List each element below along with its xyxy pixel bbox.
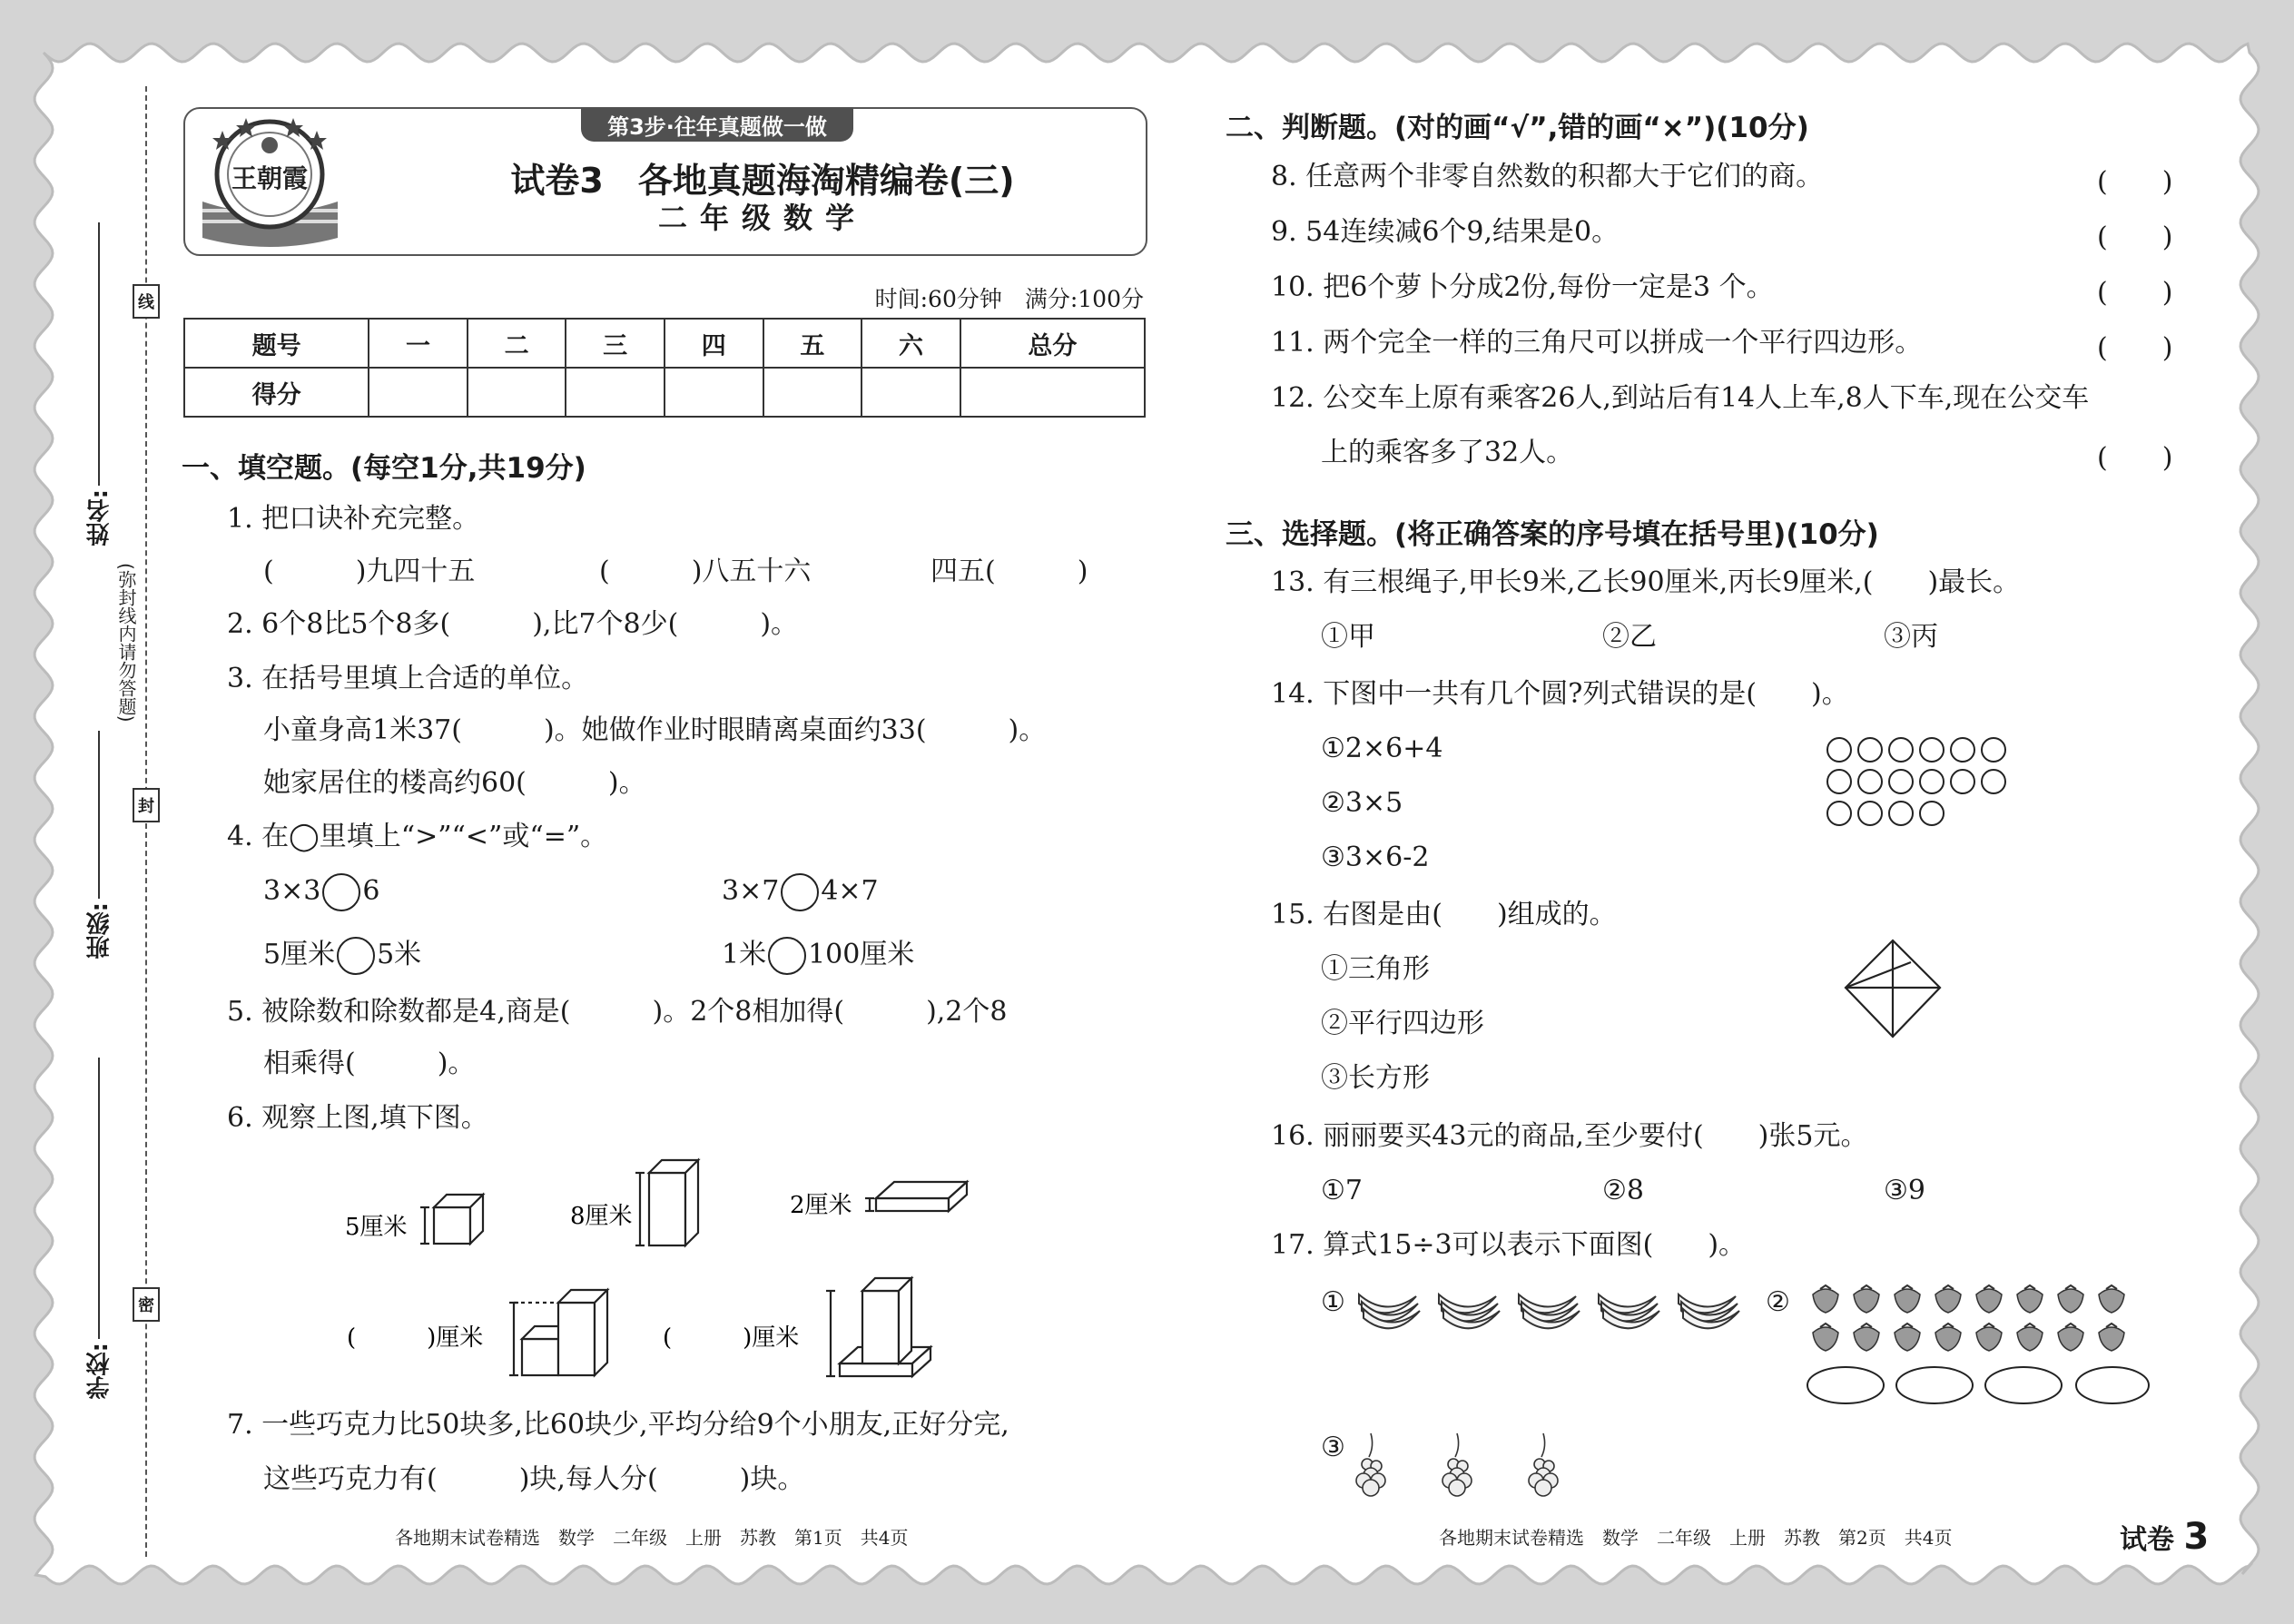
section2-title: 二、判断题。(对的画“√”,错的画“×”)(10分) <box>1226 112 1809 144</box>
q4-text: 4. 在◯里填上“>”“<”或“=”。 <box>227 821 608 852</box>
q6-text: 6. 观察上图,填下图。 <box>227 1102 488 1134</box>
score-table <box>183 318 1146 418</box>
q4-b <box>722 873 879 911</box>
q8-answer[interactable]: ( ) <box>2097 166 2173 198</box>
seal-mark-feng: 封 <box>133 788 160 822</box>
q15-option-3[interactable]: ③长方形 <box>1321 1062 1430 1094</box>
publisher-logo <box>195 111 345 247</box>
q11-text: 11. 两个完全一样的三角尺可以拼成一个平行四边形。 <box>1271 327 1923 359</box>
q14-option-2[interactable]: ②3×5 <box>1321 787 1403 819</box>
seal-note: (弥封线内请勿答题) <box>115 563 137 723</box>
q17-text[interactable]: 17. 算式15÷3可以表示下面图( )。 <box>1271 1229 1747 1261</box>
q4-d <box>722 937 914 975</box>
q16-text[interactable]: 16. 丽丽要买43元的商品,至少要付( )张5元。 <box>1271 1120 1868 1152</box>
compare-circle[interactable] <box>781 873 819 911</box>
score-cell[interactable] <box>960 368 1145 417</box>
q10-text: 10. 把6个萝卜分成2份,每份一定是3 个。 <box>1271 271 1774 303</box>
q4-c <box>263 937 421 975</box>
q9-answer[interactable]: ( ) <box>2097 221 2173 253</box>
paper-label: 试卷 <box>2120 1524 2174 1556</box>
q12-text: 12. 公交车上原有乘客26人,到站后有14人上车,8人下车,现在公交车 <box>1271 382 2090 414</box>
q6-label-5cm: 5厘米 <box>345 1214 408 1241</box>
score-header-cell: 一 <box>369 319 468 368</box>
q1-text: 1. 把口诀补充完整。 <box>227 503 480 535</box>
q15-option-1[interactable]: ①三角形 <box>1321 953 1430 985</box>
class-field[interactable]: 班级: <box>84 731 114 959</box>
q4-b-right: 4×7 <box>821 875 879 907</box>
section1-title: 一、填空题。(每空1分,共19分) <box>182 452 586 485</box>
q7-line1: 7. 一些巧克力比50块多,比60块少,平均分给9个小朋友,正好分完, <box>227 1409 1009 1441</box>
score-row-label: 得分 <box>184 368 369 417</box>
score-header-cell: 五 <box>763 319 862 368</box>
q4-d-right: 100厘米 <box>808 939 915 970</box>
school-field[interactable]: 学校: <box>84 1058 114 1399</box>
score-cell[interactable] <box>763 368 862 417</box>
compare-circle[interactable] <box>337 937 375 975</box>
score-table-header-row <box>184 319 1145 368</box>
q12-answer[interactable]: ( ) <box>2097 442 2173 474</box>
score-header-cell: 六 <box>861 319 960 368</box>
name-field[interactable]: 姓名: <box>84 222 114 546</box>
q17-banana-figure <box>1354 1278 1745 1333</box>
footer-right: 各地期末试卷精选 数学 二年级 上册 苏教 第2页 共4页 <box>1439 1527 1953 1549</box>
q12-text-line2: 上的乘客多了32人。 <box>1321 437 1574 468</box>
paper-number: 3 <box>2183 1516 2210 1558</box>
q1-a[interactable]: ( )九四十五 <box>263 556 476 587</box>
score-header-cell: 总分 <box>960 319 1145 368</box>
q15-text[interactable]: 15. 右图是由( )组成的。 <box>1271 899 1617 930</box>
q5-line1[interactable]: 5. 被除数和除数都是4,商是( )。2个8相加得( ),2个8 <box>227 996 1008 1028</box>
q3-line2[interactable]: 她家居住的楼高约60( )。 <box>263 767 646 799</box>
q1-b[interactable]: ( )八五十六 <box>599 556 812 587</box>
q14-option-3[interactable]: ③3×6-2 <box>1321 842 1430 873</box>
q6-blank-1[interactable]: ( )厘米 <box>347 1324 484 1352</box>
q17-option-2[interactable]: ② <box>1766 1286 1790 1318</box>
q8-text: 8. 任意两个非零自然数的积都大于它们的商。 <box>1271 161 1824 192</box>
score-cell[interactable] <box>468 368 566 417</box>
q16-option-1[interactable]: ①7 <box>1321 1175 1363 1206</box>
q3-text: 3. 在括号里填上合适的单位。 <box>227 663 589 694</box>
q17-grape-figure <box>1353 1430 1607 1502</box>
q14-circles-figure <box>1825 733 2020 833</box>
score-header-cell: 题号 <box>184 319 369 368</box>
q11-answer[interactable]: ( ) <box>2097 332 2173 364</box>
q4-a <box>263 873 379 911</box>
q4-a-right: 6 <box>362 875 380 907</box>
compare-circle[interactable] <box>768 937 806 975</box>
score-header-cell: 四 <box>665 319 763 368</box>
section3-title: 三、选择题。(将正确答案的序号填在括号里)(10分) <box>1226 518 1879 551</box>
q10-answer[interactable]: ( ) <box>2097 277 2173 309</box>
q4-c-right: 5米 <box>377 939 422 970</box>
q6-figures <box>327 1144 1071 1407</box>
q13-option-3[interactable]: ③丙 <box>1884 621 1938 653</box>
q13-text[interactable]: 13. 有三根绳子,甲长9米,乙长90厘米,丙长9厘米,( )最长。 <box>1271 566 2021 598</box>
q13-option-1[interactable]: ①甲 <box>1321 621 1375 653</box>
paper-title: 试卷3 各地真题海淘精编卷(三) <box>510 161 1015 201</box>
q16-option-3[interactable]: ③9 <box>1884 1175 1925 1206</box>
q4-a-left: 3×3 <box>263 875 321 907</box>
q16-option-2[interactable]: ②8 <box>1602 1175 1644 1206</box>
q15-shape-figure <box>1838 935 1947 1044</box>
q6-label-8cm: 8厘米 <box>570 1203 633 1230</box>
score-header-cell: 三 <box>566 319 665 368</box>
paper-subtitle: 二年级数学 <box>657 201 867 235</box>
q17-strawberry-figure <box>1802 1278 2151 1405</box>
q6-label-2cm: 2厘米 <box>790 1192 852 1219</box>
q2-text[interactable]: 2. 6个8比5个8多( ),比7个8少( )。 <box>227 608 799 640</box>
score-cell[interactable] <box>861 368 960 417</box>
q4-d-left: 1米 <box>722 939 767 970</box>
score-cell[interactable] <box>566 368 665 417</box>
q15-option-2[interactable]: ②平行四边形 <box>1321 1008 1484 1039</box>
seal-mark-mi: 密 <box>133 1287 160 1322</box>
q14-option-1[interactable]: ①2×6+4 <box>1321 733 1443 764</box>
compare-circle[interactable] <box>322 873 360 911</box>
q17-option-1[interactable]: ① <box>1321 1286 1345 1318</box>
q17-option-3[interactable]: ③ <box>1321 1432 1345 1463</box>
q4-c-left: 5厘米 <box>263 939 336 970</box>
score-table-score-row <box>184 368 1145 417</box>
time-info: 时间:60分钟 满分:100分 <box>874 286 1144 312</box>
q6-blank-2[interactable]: ( )厘米 <box>663 1324 800 1352</box>
q9-text: 9. 54连续减6个9,结果是0。 <box>1271 216 1620 248</box>
q1-c[interactable]: 四五( ) <box>930 556 1088 587</box>
q5-line2[interactable]: 相乘得( )。 <box>263 1048 476 1079</box>
paper-number-badge <box>2120 1516 2209 1558</box>
q14-text[interactable]: 14. 下图中一共有几个圆?列式错误的是( )。 <box>1271 678 1849 710</box>
logo-text: 王朝霞 <box>231 163 309 193</box>
q13-option-2[interactable]: ②乙 <box>1602 621 1657 653</box>
score-cell[interactable] <box>369 368 468 417</box>
seal-mark-xian: 线 <box>133 284 160 319</box>
score-header-cell: 二 <box>468 319 566 368</box>
step-tab: 第3步·往年真题做一做 <box>581 107 853 142</box>
q7-line2[interactable]: 这些巧克力有( )块,每人分( )块。 <box>263 1463 805 1495</box>
footer-left: 各地期末试卷精选 数学 二年级 上册 苏教 第1页 共4页 <box>395 1527 909 1549</box>
q3-line1[interactable]: 小童身高1米37( )。她做作业时眼睛离桌面约33( )。 <box>263 714 1047 746</box>
score-cell[interactable] <box>665 368 763 417</box>
q4-b-left: 3×7 <box>722 875 780 907</box>
